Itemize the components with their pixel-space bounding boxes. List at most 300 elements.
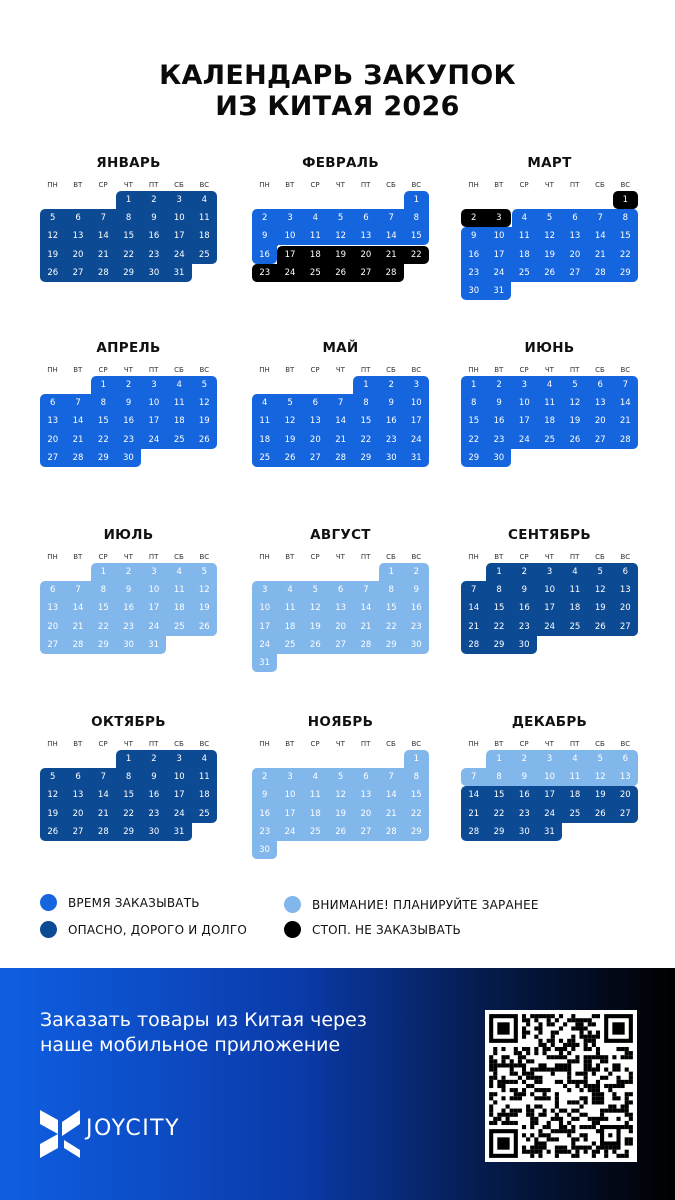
weekday-label: ЧТ: [123, 553, 133, 561]
day-cell: 6: [40, 394, 66, 412]
day-cell: 22: [379, 618, 405, 636]
day-cell: 19: [40, 805, 66, 823]
day-cell: 28: [588, 264, 614, 282]
day-cell: 5: [192, 376, 217, 394]
weekday-label: ВС: [620, 366, 631, 374]
weekday-label: ПТ: [148, 740, 159, 748]
day-cell: 19: [328, 805, 354, 823]
day-cell: 8: [116, 209, 142, 227]
day-cell: 6: [613, 750, 638, 768]
day-cell: 22: [116, 246, 142, 264]
day-cell: 23: [252, 264, 278, 282]
day-cell: 15: [91, 412, 117, 430]
weekday-header: [40, 366, 217, 376]
day-cell: 2: [252, 209, 278, 227]
day-cell: 17: [512, 412, 538, 430]
weekday-header: [252, 553, 429, 563]
weekday-label: СБ: [595, 181, 605, 189]
weekday-label: ПН: [259, 553, 270, 561]
weekday-label: СБ: [174, 181, 184, 189]
day-cell: 7: [65, 581, 91, 599]
day-cell: 9: [141, 209, 167, 227]
month-name: МАРТ: [527, 155, 572, 171]
title-line-1: КАЛЕНДАРЬ ЗАКУПОК: [159, 60, 516, 91]
day-cell: 18: [252, 431, 278, 449]
day-cell: 2: [252, 768, 278, 786]
day-cell: 5: [588, 750, 614, 768]
day-cell: 17: [537, 786, 563, 804]
day-cell: 12: [562, 394, 588, 412]
day-cell: 18: [512, 246, 538, 264]
day-cell: 3: [167, 750, 193, 768]
day-cell: 12: [192, 581, 217, 599]
day-cell: 5: [328, 768, 354, 786]
app-promo-footer: [0, 968, 675, 1200]
day-cell: 20: [613, 599, 638, 617]
day-cell: 10: [512, 394, 538, 412]
day-cell: 31: [141, 636, 166, 654]
day-cell: 1: [404, 750, 429, 768]
weekday-label: ЧТ: [335, 366, 345, 374]
day-cell: 2: [141, 750, 167, 768]
day-cell: 17: [252, 618, 278, 636]
month-days: [40, 191, 217, 317]
weekday-label: ПТ: [569, 366, 580, 374]
day-cell: 18: [192, 227, 217, 245]
day-cell: 17: [141, 599, 167, 617]
day-cell: 14: [461, 599, 487, 617]
day-cell: 5: [303, 581, 329, 599]
day-cell: 4: [562, 563, 588, 581]
day-cell: 5: [192, 563, 217, 581]
weekday-label: СБ: [174, 740, 184, 748]
month-name: ФЕВРАЛЬ: [302, 155, 379, 171]
day-cell: 22: [116, 805, 142, 823]
weekday-label: ПТ: [569, 553, 580, 561]
day-cell: 24: [141, 618, 167, 636]
day-cell: 19: [328, 246, 354, 264]
weekday-label: ПТ: [360, 553, 371, 561]
day-cell: 1: [116, 191, 142, 209]
day-cell: 7: [379, 768, 405, 786]
legend-label: ВНИМАНИЕ! ПЛАНИРУЙТЕ ЗАРАНЕЕ: [312, 898, 539, 912]
weekday-label: СР: [310, 553, 320, 561]
day-cell: 31: [167, 264, 192, 282]
day-cell: 25: [303, 823, 329, 841]
day-cell: 28: [353, 636, 379, 654]
day-cell: 8: [486, 768, 512, 786]
legend-label: ВРЕМЯ ЗАКАЗЫВАТЬ: [68, 896, 200, 910]
day-cell: 1: [486, 750, 512, 768]
day-cell: 17: [404, 412, 429, 430]
day-cell: 27: [588, 431, 614, 449]
day-cell: 27: [353, 823, 379, 841]
day-cell: 1: [116, 750, 142, 768]
day-cell: 1: [353, 376, 379, 394]
day-cell: 8: [486, 581, 512, 599]
day-cell: 23: [512, 805, 538, 823]
weekday-label: ПН: [468, 366, 479, 374]
month-name: ИЮНЬ: [524, 340, 575, 356]
day-cell: 11: [537, 394, 563, 412]
legend-label: СТОП. НЕ ЗАКАЗЫВАТЬ: [312, 923, 461, 937]
day-cell: 18: [192, 786, 217, 804]
weekday-label: ВС: [620, 553, 631, 561]
day-cell: 17: [486, 246, 512, 264]
day-cell: 17: [537, 599, 563, 617]
day-cell: 28: [461, 823, 487, 841]
day-cell: 22: [486, 618, 512, 636]
day-cell: 19: [303, 618, 329, 636]
day-cell: 7: [91, 209, 117, 227]
weekday-label: СБ: [386, 366, 396, 374]
day-cell: 23: [141, 805, 167, 823]
day-cell: 3: [537, 750, 563, 768]
day-cell: 20: [353, 805, 379, 823]
day-cell: 5: [588, 563, 614, 581]
day-cell: 25: [537, 431, 563, 449]
day-cell: 30: [512, 823, 538, 841]
month-days: [461, 191, 638, 317]
day-cell: 2: [512, 563, 538, 581]
day-cell: 21: [65, 618, 91, 636]
day-cell: 28: [91, 823, 117, 841]
day-cell: 25: [562, 618, 588, 636]
day-cell: 21: [588, 246, 614, 264]
day-cell: 25: [167, 431, 193, 449]
weekday-header: [461, 553, 638, 563]
day-cell: 9: [141, 768, 167, 786]
joycity-logo-icon: [38, 1108, 82, 1160]
day-cell: 22: [404, 805, 429, 823]
day-cell: 9: [404, 581, 429, 599]
day-cell: 11: [512, 227, 538, 245]
weekday-header: [40, 740, 217, 750]
day-cell: 29: [91, 636, 117, 654]
day-cell: 13: [588, 394, 614, 412]
day-cell: 20: [40, 618, 66, 636]
day-cell: 20: [588, 412, 614, 430]
day-cell: 31: [486, 282, 511, 300]
day-cell: 26: [588, 618, 614, 636]
day-cell: 4: [277, 581, 303, 599]
day-cell: 5: [40, 768, 66, 786]
day-cell: 28: [379, 823, 405, 841]
day-cell: 29: [404, 823, 429, 841]
day-cell: 30: [252, 841, 277, 859]
day-cell: 21: [379, 246, 405, 264]
day-cell: 3: [512, 376, 538, 394]
month-name: МАЙ: [322, 340, 359, 356]
day-cell: 18: [562, 599, 588, 617]
weekday-label: ПН: [47, 740, 58, 748]
day-cell: 8: [379, 581, 405, 599]
day-cell: 18: [277, 618, 303, 636]
weekday-label: ЧТ: [335, 553, 345, 561]
day-cell: 6: [562, 209, 588, 227]
day-cell: 2: [116, 376, 142, 394]
month-block: [252, 527, 429, 687]
day-cell: 14: [379, 786, 405, 804]
day-cell: 20: [562, 246, 588, 264]
weekday-label: ПН: [47, 181, 58, 189]
day-cell: 12: [328, 227, 354, 245]
weekday-label: ЧТ: [123, 740, 133, 748]
day-cell: 21: [91, 805, 117, 823]
day-cell: 13: [613, 581, 638, 599]
day-cell: 19: [40, 246, 66, 264]
legend-dot-icon: [40, 894, 57, 911]
day-cell: 26: [40, 823, 66, 841]
weekday-header: [40, 181, 217, 191]
day-cell: 10: [167, 768, 193, 786]
day-cell: 12: [328, 786, 354, 804]
day-cell: 13: [353, 786, 379, 804]
day-cell: 8: [91, 581, 117, 599]
weekday-label: СР: [310, 181, 320, 189]
day-cell: 15: [461, 412, 487, 430]
weekday-label: СР: [310, 740, 320, 748]
day-cell: 25: [192, 805, 217, 823]
day-cell: 4: [167, 563, 193, 581]
day-cell: 20: [65, 805, 91, 823]
day-cell: 21: [613, 412, 638, 430]
day-cell: 26: [328, 264, 354, 282]
weekday-label: СР: [519, 181, 529, 189]
day-cell: 13: [65, 227, 91, 245]
weekday-label: СБ: [595, 740, 605, 748]
day-cell: 19: [277, 431, 303, 449]
month-block: [252, 340, 429, 500]
day-cell: 18: [167, 599, 193, 617]
day-cell: 12: [537, 227, 563, 245]
day-cell: 14: [328, 412, 354, 430]
day-cell: 16: [141, 786, 167, 804]
day-cell: 7: [353, 581, 379, 599]
weekday-label: СР: [98, 181, 108, 189]
day-cell: 27: [353, 264, 379, 282]
month-name: СЕНТЯБРЬ: [508, 527, 591, 543]
day-cell: 27: [613, 805, 638, 823]
day-cell: 19: [192, 599, 217, 617]
month-days: [461, 376, 638, 502]
weekday-label: ПН: [259, 740, 270, 748]
day-cell: 17: [277, 246, 303, 264]
day-cell: 20: [65, 246, 91, 264]
weekday-label: СБ: [386, 740, 396, 748]
weekday-label: ПТ: [148, 366, 159, 374]
weekday-label: ВТ: [285, 740, 295, 748]
day-cell: 27: [65, 823, 91, 841]
day-cell: 29: [116, 264, 142, 282]
day-cell: 21: [65, 431, 91, 449]
day-cell: 24: [486, 264, 512, 282]
day-cell: 27: [328, 636, 354, 654]
day-cell: 4: [303, 209, 329, 227]
day-cell: 4: [192, 191, 217, 209]
weekday-label: ПН: [47, 553, 58, 561]
day-cell: 24: [252, 636, 278, 654]
day-cell: 29: [486, 636, 512, 654]
day-cell: 6: [353, 209, 379, 227]
weekday-label: ВТ: [73, 740, 83, 748]
day-cell: 30: [461, 282, 487, 300]
weekday-label: ПТ: [148, 553, 159, 561]
day-cell: 18: [537, 412, 563, 430]
day-cell: 10: [167, 209, 193, 227]
day-cell: 21: [461, 805, 487, 823]
weekday-label: ЧТ: [123, 181, 133, 189]
day-cell: 3: [404, 376, 429, 394]
month-block: [40, 340, 217, 500]
day-cell: 12: [40, 786, 66, 804]
day-cell: 3: [252, 581, 278, 599]
day-cell: 11: [303, 227, 329, 245]
day-cell: 21: [461, 618, 487, 636]
day-cell: 12: [588, 768, 614, 786]
weekday-label: ВС: [411, 181, 422, 189]
month-block: [461, 714, 638, 874]
day-cell: 22: [613, 246, 638, 264]
day-cell: 22: [353, 431, 379, 449]
day-cell: 10: [404, 394, 429, 412]
day-cell: 23: [252, 823, 278, 841]
day-cell: 29: [91, 449, 117, 467]
month-block: [40, 527, 217, 687]
day-cell: 29: [116, 823, 142, 841]
day-cell: 24: [277, 264, 303, 282]
day-cell: 15: [404, 227, 429, 245]
day-cell: 21: [379, 805, 405, 823]
day-cell: 17: [141, 412, 167, 430]
day-cell: 26: [588, 805, 614, 823]
weekday-label: СР: [310, 366, 320, 374]
day-cell: 27: [65, 264, 91, 282]
weekday-label: ВТ: [285, 366, 295, 374]
day-cell: 3: [486, 209, 511, 227]
weekday-label: ПТ: [360, 181, 371, 189]
qr-code-icon[interactable]: [485, 1010, 637, 1162]
day-cell: 6: [65, 209, 91, 227]
weekday-label: СБ: [386, 553, 396, 561]
day-cell: 28: [328, 449, 354, 467]
month-days: [252, 191, 429, 317]
day-cell: 10: [252, 599, 278, 617]
day-cell: 1: [404, 191, 429, 209]
day-cell: 14: [91, 786, 117, 804]
day-cell: 11: [192, 209, 217, 227]
day-cell: 10: [277, 227, 303, 245]
weekday-label: СР: [519, 740, 529, 748]
day-cell: 13: [40, 599, 66, 617]
weekday-label: СБ: [595, 366, 605, 374]
day-cell: 19: [562, 412, 588, 430]
weekday-label: ВС: [411, 366, 422, 374]
weekday-label: СР: [98, 740, 108, 748]
legend-dot-icon: [284, 921, 301, 938]
day-cell: 30: [404, 636, 429, 654]
month-block: [40, 714, 217, 874]
day-cell: 25: [192, 246, 217, 264]
day-cell: 17: [167, 786, 193, 804]
month-block: [461, 155, 638, 315]
day-cell: 15: [486, 599, 512, 617]
month-days: [252, 750, 429, 876]
day-cell: 3: [167, 191, 193, 209]
day-cell: 12: [40, 227, 66, 245]
day-cell: 16: [141, 227, 167, 245]
weekday-label: ЧТ: [544, 740, 554, 748]
weekday-label: СР: [98, 366, 108, 374]
weekday-label: ВС: [199, 553, 210, 561]
day-cell: 28: [91, 264, 117, 282]
weekday-header: [252, 740, 429, 750]
day-cell: 29: [486, 823, 512, 841]
day-cell: 11: [303, 786, 329, 804]
day-cell: 7: [588, 209, 614, 227]
day-cell: 16: [512, 786, 538, 804]
day-cell: 26: [192, 618, 217, 636]
day-cell: 4: [537, 376, 563, 394]
day-cell: 8: [404, 209, 429, 227]
day-cell: 27: [613, 618, 638, 636]
legend-dot-icon: [284, 896, 301, 913]
day-cell: 5: [40, 209, 66, 227]
day-cell: 7: [613, 376, 638, 394]
day-cell: 11: [167, 581, 193, 599]
day-cell: 8: [353, 394, 379, 412]
day-cell: 4: [303, 768, 329, 786]
day-cell: 22: [91, 618, 117, 636]
month-block: [252, 714, 429, 874]
day-cell: 28: [65, 449, 91, 467]
day-cell: 14: [613, 394, 638, 412]
day-cell: 1: [613, 191, 638, 209]
day-cell: 2: [379, 376, 405, 394]
day-cell: 1: [486, 563, 512, 581]
day-cell: 31: [537, 823, 562, 841]
day-cell: 23: [116, 618, 142, 636]
day-cell: 10: [486, 227, 512, 245]
day-cell: 18: [303, 246, 329, 264]
weekday-header: [252, 366, 429, 376]
month-days: [252, 376, 429, 502]
day-cell: 2: [461, 209, 487, 227]
weekday-label: ВТ: [494, 553, 504, 561]
weekday-label: ЧТ: [335, 740, 345, 748]
day-cell: 9: [512, 768, 538, 786]
day-cell: 15: [486, 786, 512, 804]
day-cell: 13: [562, 227, 588, 245]
day-cell: 11: [562, 581, 588, 599]
day-cell: 16: [404, 599, 429, 617]
day-cell: 6: [303, 394, 329, 412]
weekday-label: ВС: [199, 740, 210, 748]
weekday-header: [40, 553, 217, 563]
day-cell: 17: [167, 227, 193, 245]
day-cell: 22: [91, 431, 117, 449]
day-cell: 22: [461, 431, 487, 449]
day-cell: 16: [461, 246, 487, 264]
day-cell: 12: [303, 599, 329, 617]
weekday-header: [461, 740, 638, 750]
day-cell: 14: [379, 227, 405, 245]
day-cell: 10: [277, 786, 303, 804]
day-cell: 6: [65, 768, 91, 786]
day-cell: 15: [379, 599, 405, 617]
weekday-label: СБ: [386, 181, 396, 189]
day-cell: 3: [141, 376, 167, 394]
